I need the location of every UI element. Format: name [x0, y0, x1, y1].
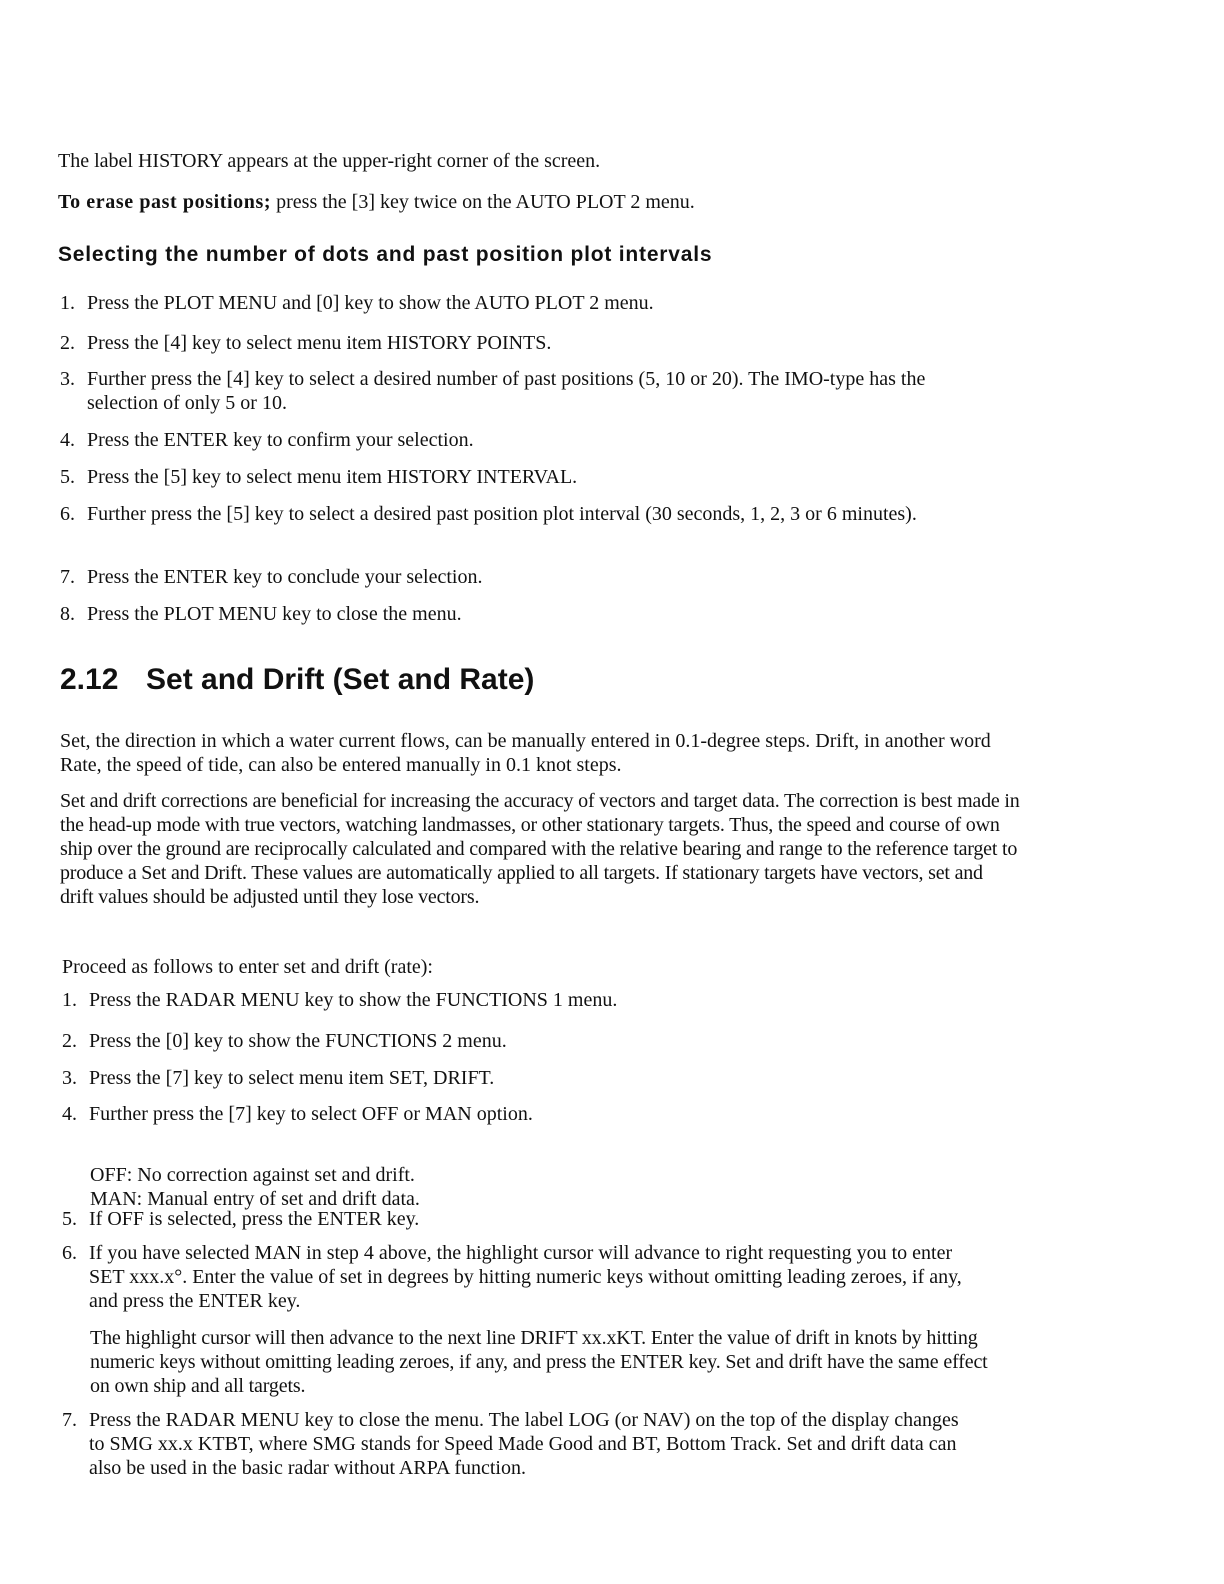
- step-text: Press the PLOT MENU and [0] key to show the AUTO PLOT 2 menu.: [87, 292, 654, 314]
- set-drift-step: [62, 1241, 977, 1313]
- history-step: [60, 367, 980, 415]
- history-step: [60, 465, 980, 489]
- step-text: Further press the [7] key to select OFF or MAN option.: [89, 1103, 533, 1125]
- erase-lead: To erase past positions;: [58, 191, 272, 213]
- set-drift-step: [62, 1408, 962, 1480]
- step-number: 7.: [62, 1409, 77, 1431]
- step-text: Press the ENTER key to conclude your selection.: [87, 566, 483, 588]
- step-text: Press the PLOT MENU key to close the menu.: [87, 603, 462, 625]
- section-number: 2.12: [60, 663, 119, 696]
- step-text: Press the RADAR MENU key to close the menu. The label LOG (or NAV) on the top of the display changes to SMG xx.x KTBT, where SMG stands for Speed Made Good and BT, Bottom Track. Set and drift data can also be used in the basic radar without ARPA function.: [89, 1409, 959, 1479]
- step-text: Press the [0] key to show the FUNCTIONS 2 menu.: [89, 1030, 507, 1052]
- step-number: 3.: [62, 1067, 77, 1089]
- man-option-note: MAN: Manual entry of set and drift data.: [90, 1188, 420, 1210]
- history-step: [60, 602, 980, 626]
- step-number: 2.: [62, 1030, 77, 1052]
- history-step: [60, 428, 980, 452]
- step-text: Further press the [4] key to select a desired number of past positions (5, 10 or 20). The IMO-type has the selection of only 5 or 10.: [87, 368, 926, 414]
- history-subheading: Selecting the number of dots and past position plot intervals: [58, 243, 713, 266]
- step-text: If OFF is selected, press the ENTER key.: [89, 1208, 420, 1230]
- step-number: 8.: [60, 603, 75, 625]
- history-step: [60, 331, 980, 355]
- step-number: 3.: [60, 368, 75, 390]
- history-label-note: The label HISTORY appears at the upper-right corner of the screen.: [58, 150, 601, 172]
- set-drift-step: [62, 1029, 992, 1053]
- step-number: 5.: [62, 1208, 77, 1230]
- step-number: 4.: [60, 429, 75, 451]
- set-drift-definition: Set, the direction in which a water current flows, can be manually entered in 0.1-degree steps. Drift, in another word Rate, the speed of tide, can also be entered manually in 0.1 knot steps.: [60, 730, 991, 776]
- section-heading: [60, 663, 534, 697]
- erase-rest: press the [3] key twice on the AUTO PLOT 2 menu.: [271, 191, 695, 213]
- set-drift-step: [62, 988, 992, 1012]
- step-number: 5.: [60, 466, 75, 488]
- proceed-text: Proceed as follows to enter set and drift (rate):: [62, 956, 433, 978]
- step-number: 2.: [60, 332, 75, 354]
- drift-entry-instructions: The highlight cursor will then advance to the next line DRIFT xx.xKT. Enter the value of drift in knots by hitting numeric keys without omitting leading zeroes, if any, and press the ENTER key. Set and drift have the same effect on own ship and all targets.: [90, 1327, 988, 1397]
- step-number: 6.: [60, 503, 75, 525]
- set-drift-explanation: Set and drift corrections are beneficial for increasing the accuracy of vectors and target data. The correction is best made in the head-up mode with true vectors, watching landmasses, or other stationary targets. Thus, the speed and course of own ship over the ground are reciprocally calculated and compared with the relative bearing and range to the reference target to produce a Set and Drift. These values are automatically applied to all targets. If stationary targets have vectors, set and drift values should be adjusted until they lose vectors.: [60, 790, 1020, 908]
- step-number: 7.: [60, 566, 75, 588]
- set-drift-step: [62, 1102, 992, 1126]
- set-drift-step: [62, 1066, 992, 1090]
- step-number: 6.: [62, 1242, 77, 1264]
- step-text: Press the [7] key to select menu item SET, DRIFT.: [89, 1067, 495, 1089]
- step-number: 1.: [62, 989, 77, 1011]
- history-step: [60, 291, 980, 315]
- step-number: 4.: [62, 1103, 77, 1125]
- step-text: Press the [5] key to select menu item HISTORY INTERVAL.: [87, 466, 578, 488]
- step-text: Further press the [5] key to select a desired past position plot interval (30 seconds, 1, 2, 3 or 6 minutes).: [87, 503, 917, 525]
- history-step: [60, 565, 980, 589]
- section-title: Set and Drift (Set and Rate): [146, 663, 535, 696]
- step-text: If you have selected MAN in step 4 above, the highlight cursor will advance to right requesting you to enter SET xxx.x°. Enter the value of set in degrees by hitting numeric keys without omitting leading zeroes, if any, and press the ENTER key.: [89, 1242, 962, 1312]
- history-step: [60, 502, 995, 526]
- step-text: Press the ENTER key to confirm your selection.: [87, 429, 474, 451]
- off-option-note: OFF: No correction against set and drift.: [90, 1164, 415, 1186]
- step-text: Press the [4] key to select menu item HISTORY POINTS.: [87, 332, 552, 354]
- step-text: Press the RADAR MENU key to show the FUNCTIONS 1 menu.: [89, 989, 618, 1011]
- erase-instruction: [58, 190, 695, 214]
- step-number: 1.: [60, 292, 75, 314]
